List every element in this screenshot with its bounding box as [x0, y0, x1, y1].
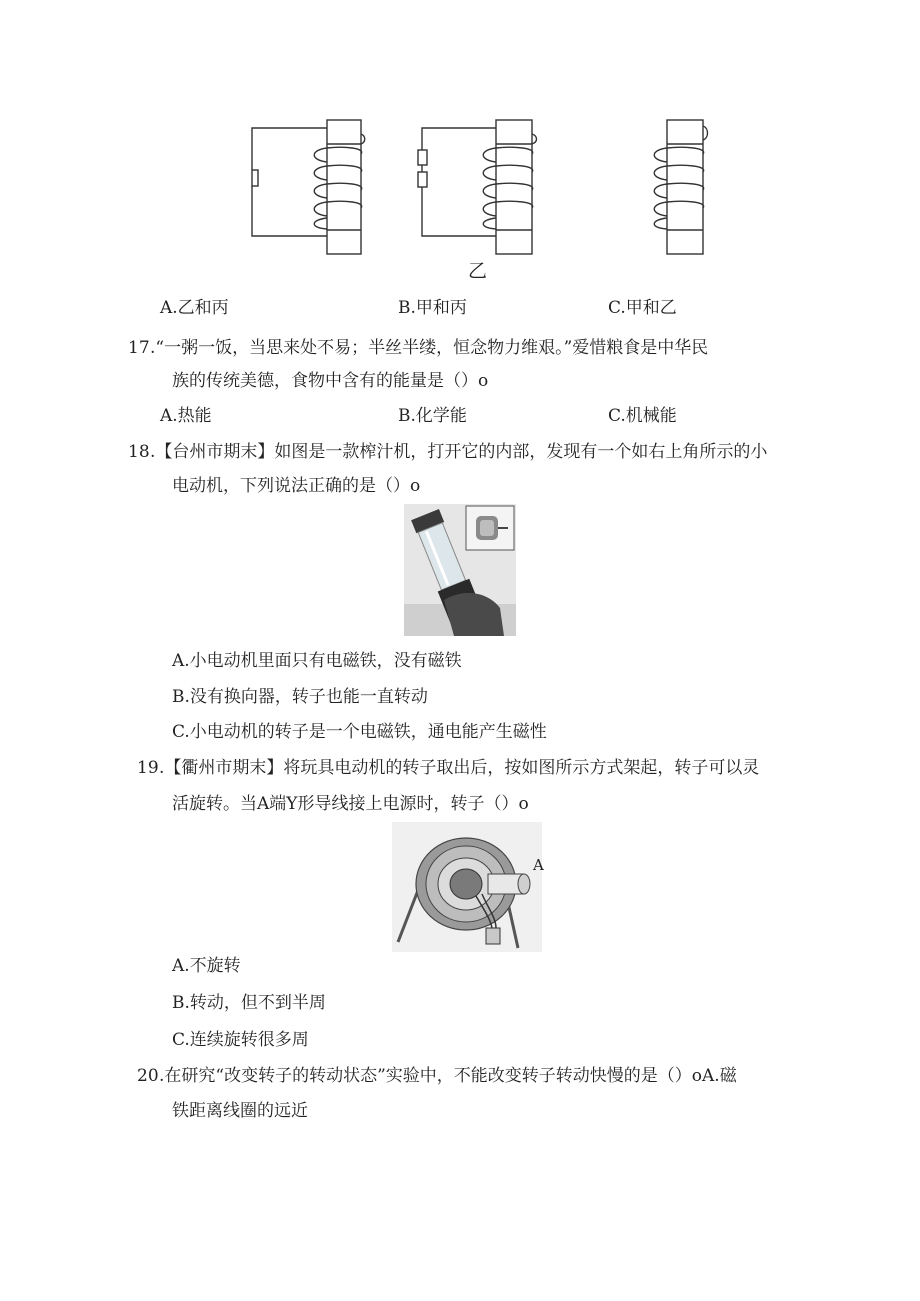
- q18-stem-line2: 电动机，下列说法正确的是（）o: [172, 476, 421, 496]
- q19-stem-line2: 活旋转。当A端Y形导线接上电源时，转子（）o: [172, 794, 529, 814]
- q20-stem-line1: .在研究“改变转子的转动状态”实验中，不能改变转子转动快慢的是（）oA.磁: [159, 1066, 737, 1086]
- q18-option-a[interactable]: A.小电动机里面只有电磁铁，没有磁铁: [172, 651, 462, 671]
- q17-number: 17: [128, 338, 150, 358]
- q17-option-c[interactable]: C.机械能: [608, 406, 677, 426]
- coil-figure-3: [654, 120, 707, 254]
- q18-stem-line1: .【台州市期末】如图是一款榨汁机，打开它的内部，发现有一个如右上角所示的小: [150, 442, 768, 462]
- q17-stem-line1: .“一粥一饭，当思来处不易；半丝半缕，恒念物力维艰。”爱惜粮食是中华民: [150, 338, 709, 358]
- q18-number: 18: [128, 442, 150, 462]
- rotor-figure-label: A: [533, 856, 544, 874]
- q19-option-c[interactable]: C.连续旋转很多周: [172, 1030, 309, 1050]
- coil-figures: [240, 110, 720, 285]
- coil-figure-caption: 乙: [468, 260, 488, 282]
- q19-number: 19: [137, 758, 159, 778]
- q16-option-a[interactable]: A.乙和丙: [160, 298, 229, 318]
- rotor-image: [392, 822, 542, 952]
- q17-option-b[interactable]: B.化学能: [398, 406, 467, 426]
- coil-figure-1: [252, 120, 365, 254]
- q19-option-a[interactable]: A.不旋转: [172, 956, 241, 976]
- q18-option-b[interactable]: B.没有换向器，转子也能一直转动: [172, 687, 428, 707]
- q18-option-c[interactable]: C.小电动机的转子是一个电磁铁，通电能产生磁性: [172, 722, 547, 742]
- q16-option-c[interactable]: C.甲和乙: [608, 298, 677, 318]
- q17-stem-line2: 族的传统美德，食物中含有的能量是（）o: [172, 371, 489, 391]
- q20-stem-line2: 铁距离线圈的远近: [172, 1101, 308, 1121]
- q20-number: 20: [137, 1066, 159, 1086]
- juicer-image: [404, 504, 516, 636]
- q17-option-a[interactable]: A.热能: [160, 406, 212, 426]
- coil-figure-2: [418, 120, 537, 254]
- q19-stem-line1: .【衢州市期末】将玩具电动机的转子取出后，按如图所示方式架起，转子可以灵: [159, 758, 760, 778]
- q16-option-b[interactable]: B.甲和丙: [398, 298, 467, 318]
- q19-option-b[interactable]: B.转动，但不到半周: [172, 993, 326, 1013]
